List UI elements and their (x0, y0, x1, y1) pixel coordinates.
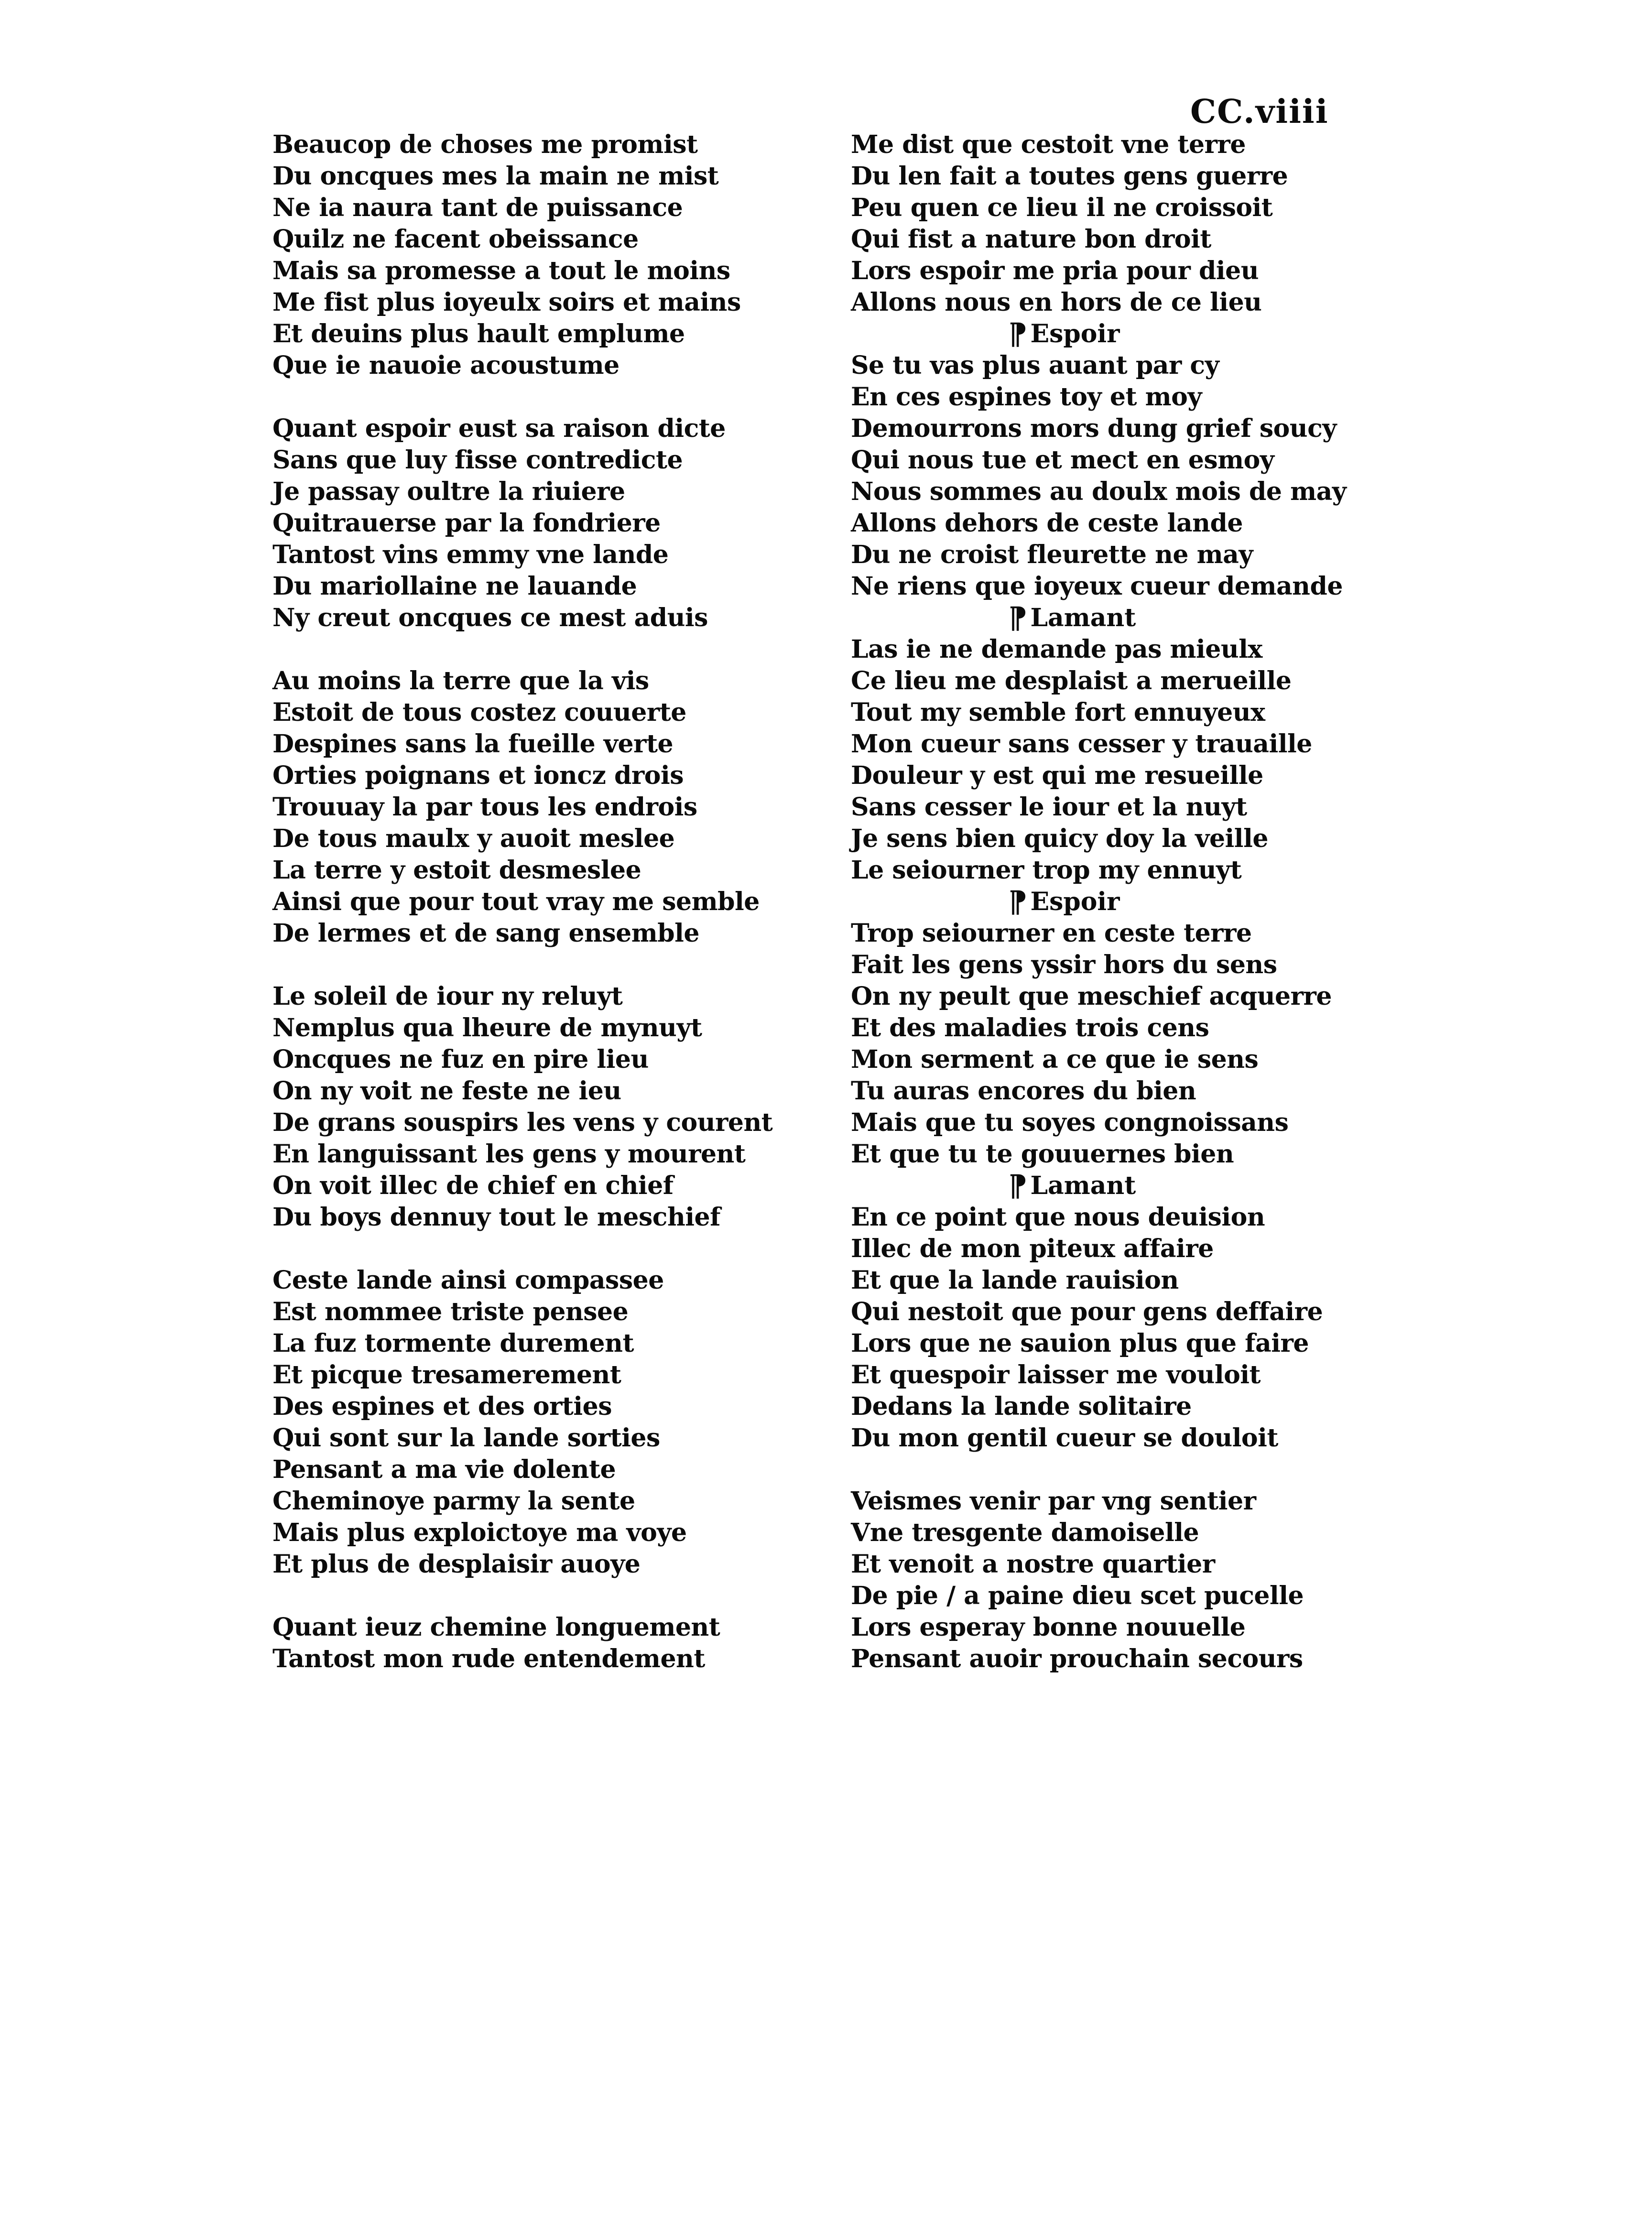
speaker-heading (851, 318, 1347, 350)
stanza-break (272, 634, 772, 665)
verse-line: Pensant a ma vie dolente (272, 1455, 616, 1484)
verse-line: En ces espines toy et moy (851, 382, 1202, 412)
stanza-break (851, 1454, 1347, 1486)
verse-line: On ny peult que meschief acquerre (851, 982, 1332, 1011)
verse-line: Peu quen ce lieu il ne croissoit (851, 193, 1273, 222)
folio-number: CC.viiii (1190, 93, 1329, 131)
speaker-heading (851, 886, 1347, 918)
verse-line: Je sens bien quicy doy la veille (851, 824, 1268, 853)
verse-line: Le seiourner trop my ennuyt (851, 856, 1242, 885)
verse-line: Demourrons mors dung grief soucy (851, 414, 1337, 443)
verse-line: Sans que luy fisse contredicte (272, 445, 683, 475)
speaker-heading (851, 602, 1347, 634)
verse-line: Ainsi que pour tout vray me semble (272, 887, 760, 916)
verse-line: Lors espoir me pria pour dieu (851, 256, 1259, 285)
verse-line: Cheminoye parmy la sente (272, 1487, 635, 1516)
verse-line: Nous sommes au doulx mois de may (851, 477, 1347, 506)
speaker-heading (851, 1170, 1347, 1202)
verse-line: En languissant les gens y mourent (272, 1140, 746, 1169)
verse-line: Et des maladies trois cens (851, 1013, 1209, 1042)
verse-line: Qui nous tue et mect en esmoy (851, 445, 1274, 475)
verse-line: Tu auras encores du bien (851, 1076, 1196, 1106)
verse-line: Veismes venir par vng sentier (851, 1487, 1256, 1516)
pilcrow-icon: ¶ (1009, 600, 1028, 635)
verse-line: La terre y estoit desmeslee (272, 856, 641, 885)
verse-line: Quant espoir eust sa raison dicte (272, 414, 726, 443)
verse-line: Quant ieuz chemine longuement (272, 1613, 720, 1642)
verse-line: Du oncques mes la main ne mist (272, 162, 719, 191)
verse-line: Ny creut oncques ce mest aduis (272, 603, 708, 632)
verse-line: On ny voit ne feste ne ieu (272, 1076, 621, 1106)
verse-line: Le soleil de iour ny reluyt (272, 982, 623, 1011)
verse-line: Oncques ne fuz en pire lieu (272, 1045, 649, 1074)
verse-line: Mais que tu soyes congnoissans (851, 1108, 1289, 1137)
verse-line: Ceste lande ainsi compassee (272, 1266, 664, 1295)
verse-line: Fait les gens yssir hors du sens (851, 950, 1277, 979)
verse-line: Quitrauerse par la fondriere (272, 509, 661, 538)
verse-line: Tout my semble fort ennuyeux (851, 698, 1265, 727)
pilcrow-icon: ¶ (1009, 884, 1028, 919)
verse-line: Illec de mon piteux affaire (851, 1234, 1214, 1263)
verse-line: Tantost vins emmy vne lande (272, 540, 669, 569)
stanza-break (272, 1233, 772, 1265)
speaker-name: Lamant (1030, 1171, 1136, 1200)
verse-line: Douleur y est qui me resueille (851, 761, 1263, 790)
verse-line: Ne ia naura tant de puissance (272, 193, 683, 222)
verse-line: Mon serment a ce que ie sens (851, 1045, 1259, 1074)
verse-line: Qui nestoit que pour gens deffaire (851, 1297, 1323, 1326)
verse-line: De grans souspirs les vens y courent (272, 1108, 773, 1137)
verse-line: Mais plus exploictoye ma voye (272, 1518, 687, 1547)
verse-line: Trouuay la par tous les endrois (272, 792, 697, 822)
verse-line: Despines sans la fueille verte (272, 729, 674, 759)
verse-line: Las ie ne demande pas mieulx (851, 635, 1262, 664)
verse-line: Quilz ne facent obeissance (272, 225, 639, 254)
verse-line: Trop seiourner en ceste terre (851, 919, 1252, 948)
verse-line: Lors que ne sauion plus que faire (851, 1329, 1309, 1358)
verse-line: Je passay oultre la riuiere (272, 477, 625, 506)
pilcrow-icon: ¶ (1009, 316, 1028, 351)
verse-line: Mon cueur sans cesser y trauaille (851, 729, 1312, 759)
verse-line: Estoit de tous costez couuerte (272, 698, 686, 727)
verse-line: De tous maulx y auoit meslee (272, 824, 675, 853)
verse-line: Lors esperay bonne nouuelle (851, 1613, 1246, 1642)
verse-line: Du boys dennuy tout le meschief (272, 1203, 720, 1232)
stanza-break (272, 949, 772, 981)
verse-line: De pie / a paine dieu scet pucelle (851, 1581, 1304, 1610)
verse-line: Qui sont sur la lande sorties (272, 1423, 660, 1453)
verse-line: Du mariollaine ne lauande (272, 572, 637, 601)
stanza-break (272, 381, 772, 413)
verse-line: Tantost mon rude entendement (272, 1644, 705, 1673)
verse-line: Sans cesser le iour et la nuyt (851, 792, 1247, 822)
speaker-name: Espoir (1030, 319, 1120, 348)
left-verse-column (272, 129, 772, 1675)
verse-line: Des espines et des orties (272, 1392, 612, 1421)
verse-line: Et que tu te gouuernes bien (851, 1140, 1234, 1169)
verse-line: Beaucop de choses me promist (272, 130, 698, 159)
verse-line: Et picque tresamerement (272, 1360, 621, 1389)
speaker-name: Espoir (1030, 887, 1120, 916)
verse-line: Pensant auoir prouchain secours (851, 1644, 1303, 1673)
verse-line: Ce lieu me desplaist a merueille (851, 666, 1292, 695)
verse-line: Me fist plus ioyeulx soirs et mains (272, 288, 741, 317)
verse-line: Ne riens que ioyeux cueur demande (851, 572, 1343, 601)
speaker-name: Lamant (1030, 603, 1136, 632)
verse-line: Et quespoir laisser me vouloit (851, 1360, 1261, 1389)
verse-line: Me dist que cestoit vne terre (851, 130, 1246, 159)
verse-line: Qui fist a nature bon droit (851, 225, 1211, 254)
verse-line: Du mon gentil cueur se douloit (851, 1423, 1278, 1453)
verse-line: Se tu vas plus auant par cy (851, 351, 1219, 380)
verse-line: On voit illec de chief en chief (272, 1171, 674, 1200)
verse-line: Du len fait a toutes gens guerre (851, 162, 1288, 191)
verse-line: Dedans la lande solitaire (851, 1392, 1192, 1421)
right-verse-column (851, 129, 1347, 1675)
verse-line: En ce point que nous deuision (851, 1203, 1265, 1232)
verse-line: De lermes et de sang ensemble (272, 919, 699, 948)
verse-line: La fuz tormente durement (272, 1329, 634, 1358)
verse-line: Allons nous en hors de ce lieu (851, 288, 1262, 317)
verse-line: Et que la lande rauision (851, 1266, 1179, 1295)
verse-line: Mais sa promesse a tout le moins (272, 256, 730, 285)
verse-line: Que ie nauoie acoustume (272, 351, 620, 380)
verse-line: Vne tresgente damoiselle (851, 1518, 1199, 1547)
verse-line: Du ne croist fleurette ne may (851, 540, 1253, 569)
stanza-break (272, 1580, 772, 1612)
pilcrow-icon: ¶ (1009, 1168, 1028, 1203)
verse-line: Allons dehors de ceste lande (851, 509, 1243, 538)
verse-line: Nemplus qua lheure de mynuyt (272, 1013, 702, 1042)
verse-line: Et deuins plus hault emplume (272, 319, 685, 348)
verse-line: Et venoit a nostre quartier (851, 1550, 1215, 1579)
verse-line: Orties poignans et ioncz drois (272, 761, 684, 790)
verse-line: Au moins la terre que la vis (272, 666, 649, 695)
verse-line: Et plus de desplaisir auoye (272, 1550, 641, 1579)
verse-line: Est nommee triste pensee (272, 1297, 629, 1326)
